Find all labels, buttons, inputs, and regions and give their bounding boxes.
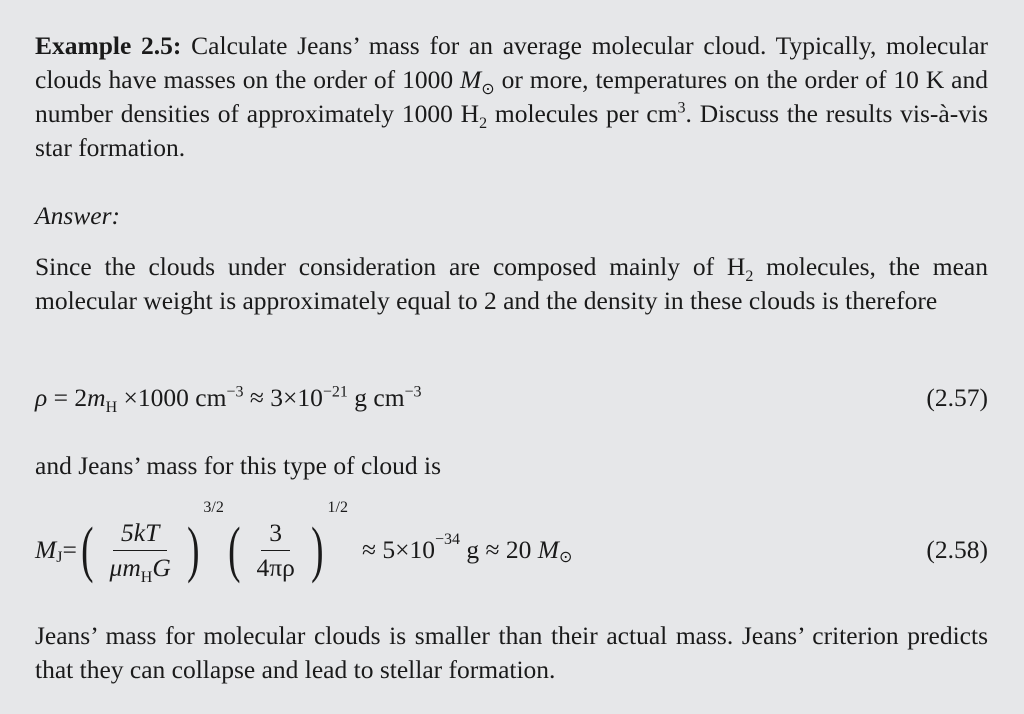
equation-2-57: [35, 383, 988, 417]
equation-number: (2.58): [926, 535, 988, 564]
eq-text: g cm: [347, 383, 405, 412]
example-statement: [35, 29, 988, 165]
exponent: 3/2: [203, 499, 224, 516]
solar-mass-symbol: M: [460, 65, 482, 94]
equation-2-58: [35, 499, 988, 595]
fraction-2: [249, 518, 303, 583]
fraction-1: [102, 517, 179, 586]
denominator: 4πρ: [256, 552, 295, 582]
eq-text: m: [87, 383, 106, 412]
subscript: 2: [745, 268, 754, 286]
conclusion-paragraph: Jeans’ mass for molecular clouds is smaller than their actual mass. Jeans’ criterion predicts that they can collapse and lead to stellar formation.: [35, 621, 988, 684]
right-paren: ): [310, 516, 324, 584]
superscript: −34: [434, 531, 461, 549]
exponent: 1/2: [327, 499, 348, 516]
sun-symbol: ⊙: [481, 81, 495, 99]
answer-label: Answer:: [35, 201, 120, 230]
eq-text: = 2: [47, 383, 88, 412]
subscript: J: [56, 549, 63, 567]
eq-text: ≈ 5×10: [361, 535, 435, 564]
example-label: Example 2.5:: [35, 31, 182, 60]
text: Since the clouds under consideration are composed mainly of H: [35, 252, 746, 281]
text: or more, temperatures on the order of 10 K and number densities of approximately 1000 H: [35, 65, 988, 128]
subscript: H: [140, 568, 153, 586]
numerator: 3: [261, 518, 290, 551]
superscript: −21: [322, 383, 348, 401]
superscript: 3: [677, 99, 686, 117]
equation-number: (2.57): [926, 383, 988, 412]
sun-symbol: ⊙: [559, 549, 573, 567]
eq-text: μm: [109, 552, 141, 582]
eq-text: =: [62, 535, 77, 564]
right-paren: ): [186, 516, 200, 584]
eq-text: M: [537, 535, 560, 564]
eq-text: M: [35, 535, 57, 564]
eq-text: g ≈ 20: [460, 535, 538, 564]
eq-text: ≈ 3×10: [243, 383, 323, 412]
numerator: 5kT: [113, 518, 167, 551]
text: molecules per cm: [487, 99, 678, 128]
paragraph-jeans-intro: and Jeans’ mass for this type of cloud is: [35, 451, 442, 480]
text: Calculate Jeans’ mass for an average molecular cloud. Typically, molecular clouds have masses on the order of 1000: [35, 31, 989, 94]
left-paren: (: [81, 516, 94, 584]
paragraph-density: [35, 250, 988, 318]
text: molecules, the mean molecular weight is approximately equal to 2 and the density in these clouds is therefore: [35, 252, 988, 315]
text: . Discuss the results vis-à-vis star formation.: [35, 99, 988, 162]
denominator: [102, 551, 179, 586]
rho: ρ: [35, 383, 48, 412]
subscript: 2: [479, 115, 488, 133]
eq-text: ×1000 cm: [117, 383, 227, 412]
left-paren: (: [227, 516, 241, 584]
superscript: −3: [404, 383, 422, 401]
eq-text: G: [152, 552, 171, 582]
superscript: −3: [226, 383, 244, 401]
subscript: H: [105, 399, 118, 417]
